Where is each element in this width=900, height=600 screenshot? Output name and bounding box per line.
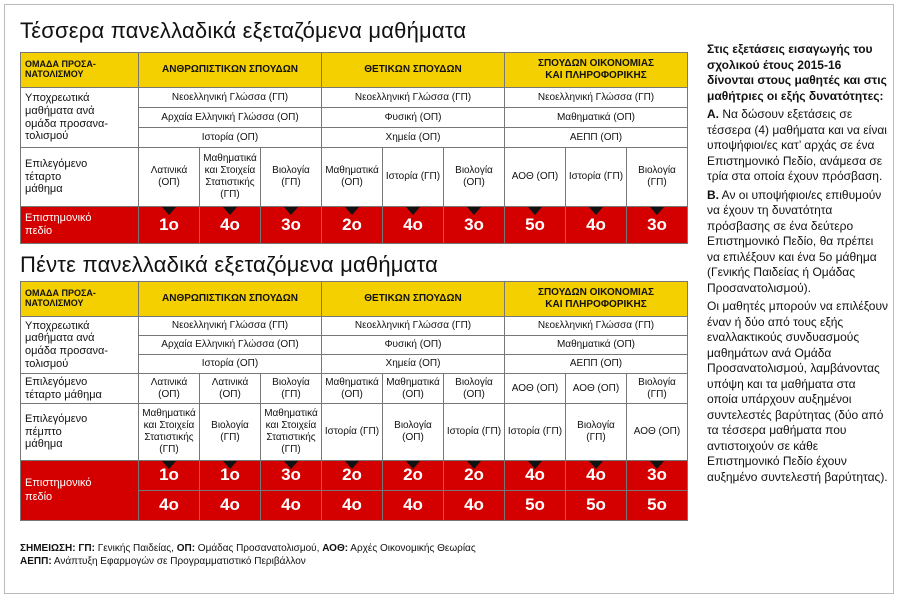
field-number: 2ο	[383, 461, 444, 491]
field-number: 2ο	[322, 461, 383, 491]
side-point-a	[707, 107, 889, 185]
optional-subject: Ιστορία (ΓΠ)	[566, 148, 627, 207]
field-row	[21, 207, 688, 244]
required-subject: Χημεία (ΟΠ)	[322, 355, 505, 374]
four-subjects-title: Τέσσερα πανελλαδικά εξεταζόμενα μαθήματα	[20, 18, 467, 43]
optional-subject: Ιστορία (ΓΠ)	[383, 148, 444, 207]
group-header: ΘΕΤΙΚΩΝ ΣΠΟΥΔΩΝ	[322, 282, 505, 317]
optional-row	[21, 148, 688, 207]
optional-subject: Βιολογία (ΓΠ)	[566, 404, 627, 461]
optional-subject: ΑΟΘ (ΟΠ)	[627, 404, 688, 461]
field-number: 4ο	[200, 491, 261, 521]
group-header: ΣΠΟΥΔΩΝ ΟΙΚΟΝΟΜΙΑΣ ΚΑΙ ΠΛΗΡΟΦΟΡΙΚΗΣ	[505, 53, 688, 88]
required-row	[21, 317, 688, 336]
field-number: 3ο	[627, 461, 688, 491]
required-subject: Νεοελληνική Γλώσσα (ΓΠ)	[139, 317, 322, 336]
field-number: 1ο	[200, 461, 261, 491]
required-subject: Ιστορία (ΟΠ)	[139, 128, 322, 148]
field-number: 2ο	[322, 207, 383, 244]
optional-label: Επιλεγόμενο τέταρτο μάθημα	[21, 148, 139, 207]
required-label: Υποχρεωτικά μαθήματα ανά ομάδα προσανα- τολισμού	[21, 317, 139, 374]
optional-subject: ΑΟΘ (ΟΠ)	[566, 374, 627, 404]
field-number: 2ο	[444, 461, 505, 491]
required-subject: Αρχαία Ελληνική Γλώσσα (ΟΠ)	[139, 336, 322, 355]
optional-subject: Βιολογία (ΓΠ)	[627, 374, 688, 404]
note-line-1	[20, 542, 690, 555]
field-number: 4ο	[261, 491, 322, 521]
field-number: 5ο	[505, 491, 566, 521]
five-subjects-table	[20, 281, 688, 521]
required-subject: Νεοελληνική Γλώσσα (ΓΠ)	[505, 88, 688, 108]
optional-label: Επιλεγόμενο τέταρτο μάθημα	[21, 374, 139, 404]
five-subjects-title: Πέντε πανελλαδικά εξεταζόμενα μαθήματα	[20, 252, 439, 277]
field-number: 5ο	[627, 491, 688, 521]
optional-subject: Λατινικά (ΟΠ)	[200, 374, 261, 404]
required-subject: Αρχαία Ελληνική Γλώσσα (ΟΠ)	[139, 108, 322, 128]
optional-subject: Βιολογία (ΟΠ)	[383, 404, 444, 461]
required-subject: Νεοελληνική Γλώσσα (ΓΠ)	[139, 88, 322, 108]
group-header: ΣΠΟΥΔΩΝ ΟΙΚΟΝΟΜΙΑΣ ΚΑΙ ΠΛΗΡΟΦΟΡΙΚΗΣ	[505, 282, 688, 317]
field-number: 3ο	[261, 461, 322, 491]
group-header: ΘΕΤΙΚΩΝ ΣΠΟΥΔΩΝ	[322, 53, 505, 88]
field-number: 3ο	[627, 207, 688, 244]
required-subject: ΑΕΠΠ (ΟΠ)	[505, 128, 688, 148]
corner-header: ΟΜΑΔΑ ΠΡΟΣΑ- ΝΑΤΟΛΙΣΜΟΥ	[21, 282, 139, 317]
optional-subject: Ιστορία (ΓΠ)	[505, 404, 566, 461]
field-number: 4ο	[566, 461, 627, 491]
note-value: Ανάπτυξη Εφαρμογών σε Προγραμματιστικό Περιβάλλον	[51, 556, 306, 567]
note-value: Ομάδας Προσανατολισμού,	[195, 543, 323, 554]
field-number: 4ο	[139, 491, 200, 521]
note-key: ΟΠ:	[176, 543, 196, 554]
optional-subject: Μαθηματικά (ΟΠ)	[322, 374, 383, 404]
field-number: 4ο	[200, 207, 261, 244]
note-key: ΑΕΠΠ:	[20, 556, 52, 567]
field-number: 4ο	[444, 491, 505, 521]
note-key: ΑΟΘ:	[322, 543, 349, 554]
optional-subject: Μαθηματικά και Στοιχεία Στατιστικής (ΓΠ)	[139, 404, 200, 461]
header-row	[21, 282, 688, 317]
optional-subject: ΑΟΘ (ΟΠ)	[505, 374, 566, 404]
point-text: Αν οι υποψήφιοι/ες επιθυμούν να έχουν τη δυνατότητα πρόσβασης σε ένα δεύτερο Επιστημονικό Πεδίο, θα πρέπει να επιλέξουν και ένα 5ο μάθημα (Γενικής Παιδείας ή Ομάδας Προσανατολισμού).	[707, 187, 882, 295]
required-subject: Νεοελληνική Γλώσσα (ΓΠ)	[322, 317, 505, 336]
optional-subject: Βιολογία (ΓΠ)	[261, 148, 322, 207]
optional-subject: Μαθηματικά (ΟΠ)	[322, 148, 383, 207]
optional-subject: Βιολογία (ΓΠ)	[200, 404, 261, 461]
field-number: 4ο	[322, 491, 383, 521]
optional-subject: Βιολογία (ΟΠ)	[444, 148, 505, 207]
header-row	[21, 53, 688, 88]
point-marker: Α.	[707, 107, 719, 121]
point-text: Να δώσουν εξετάσεις σε τέσσερα (4) μαθήματα και να είναι υποψήφιοι/ες κατ’ αρχάς σε ένα Επιστημονικό Πεδίο, ανάμεσα σε τρία στα οποία έχουν πρόσβαση.	[707, 107, 887, 183]
required-subject: Χημεία (ΟΠ)	[322, 128, 505, 148]
field-number: 3ο	[444, 207, 505, 244]
note-value: Αρχές Οικονομικής Θεωρίας	[348, 543, 476, 554]
optional-subject: Λατινικά (ΟΠ)	[139, 148, 200, 207]
optional-subject: Βιολογία (ΓΠ)	[261, 374, 322, 404]
note-line-2	[20, 555, 690, 568]
corner-header: ΟΜΑΔΑ ΠΡΟΣΑ- ΝΑΤΟΛΙΣΜΟΥ	[21, 53, 139, 88]
note-key: ΣΗΜΕΙΩΣΗ: ΓΠ:	[20, 543, 95, 554]
four-subjects-table	[20, 52, 688, 244]
group-header: ΑΝΘΡΩΠΙΣΤΙΚΩΝ ΣΠΟΥΔΩΝ	[139, 282, 322, 317]
optional-subject: Ιστορία (ΓΠ)	[322, 404, 383, 461]
field-number: 3ο	[261, 207, 322, 244]
field-number: 1ο	[139, 461, 200, 491]
side-point-b	[707, 188, 889, 297]
optional-subject: Μαθηματικά και Στοιχεία Στατιστικής (ΓΠ)	[200, 148, 261, 207]
side-explanation	[707, 42, 889, 488]
optional-row	[21, 374, 688, 404]
optional-row	[21, 404, 688, 461]
field-number: 5ο	[566, 491, 627, 521]
required-subject: Φυσική (ΟΠ)	[322, 336, 505, 355]
field-label: Επιστημονικό πεδίο	[21, 461, 139, 521]
required-subject: Νεοελληνική Γλώσσα (ΓΠ)	[505, 317, 688, 336]
optional-subject: Λατινικά (ΟΠ)	[139, 374, 200, 404]
required-subject: Μαθηματικά (ΟΠ)	[505, 108, 688, 128]
optional-subject: Ιστορία (ΓΠ)	[444, 404, 505, 461]
required-subject: Φυσική (ΟΠ)	[322, 108, 505, 128]
field-number: 4ο	[383, 491, 444, 521]
group-header: ΑΝΘΡΩΠΙΣΤΙΚΩΝ ΣΠΟΥΔΩΝ	[139, 53, 322, 88]
field-number: 4ο	[505, 461, 566, 491]
required-subject: Ιστορία (ΟΠ)	[139, 355, 322, 374]
field-number: 4ο	[566, 207, 627, 244]
required-subject: Μαθηματικά (ΟΠ)	[505, 336, 688, 355]
field-row	[21, 461, 688, 491]
abbreviations-note	[20, 542, 690, 568]
optional-label: Επιλεγόμενο πέμπτο μάθημα	[21, 404, 139, 461]
required-subject: Νεοελληνική Γλώσσα (ΓΠ)	[322, 88, 505, 108]
optional-subject: Βιολογία (ΓΠ)	[627, 148, 688, 207]
required-label: Υποχρεωτικά μαθήματα ανά ομάδα προσανα- τολισμού	[21, 88, 139, 148]
optional-subject: Μαθηματικά και Στοιχεία Στατιστικής (ΓΠ)	[261, 404, 322, 461]
field-number: 1ο	[139, 207, 200, 244]
required-row	[21, 88, 688, 108]
optional-subject: ΑΟΘ (ΟΠ)	[505, 148, 566, 207]
point-marker: Β.	[707, 187, 719, 202]
field-label: Επιστημονικό πεδίο	[21, 207, 139, 244]
optional-subject: Μαθηματικά (ΟΠ)	[383, 374, 444, 404]
required-subject: ΑΕΠΠ (ΟΠ)	[505, 355, 688, 374]
optional-subject: Βιολογία (ΟΠ)	[444, 374, 505, 404]
field-number: 5ο	[505, 207, 566, 244]
field-number: 4ο	[383, 207, 444, 244]
note-value: Γενικής Παιδείας,	[94, 543, 177, 554]
side-intro: Στις εξετάσεις εισαγωγής του σχολικού έτους 2015-16 δίνονται στους μαθητές και στις μαθήτριες οι εξής δυνατότητες:	[707, 42, 887, 103]
side-closing: Οι μαθητές μπορούν να επιλέξουν έναν ή δύο από τους εξής εναλλακτικούς συνδυασμούς μαθημάτων ανά Ομάδα Προσανατολισμού, λαμβάνοντας υπόψη και τα μαθήματα στα οποία υπάρχουν αυξημένοι συντελεστές βαρύτητας (δύο από τα τέσσερα μαθήματα που αντιστοιχούν σε κάθε Επιστημονικό Πεδίο έχουν αυξημένο συντελεστή βαρύτητας).	[707, 299, 889, 484]
